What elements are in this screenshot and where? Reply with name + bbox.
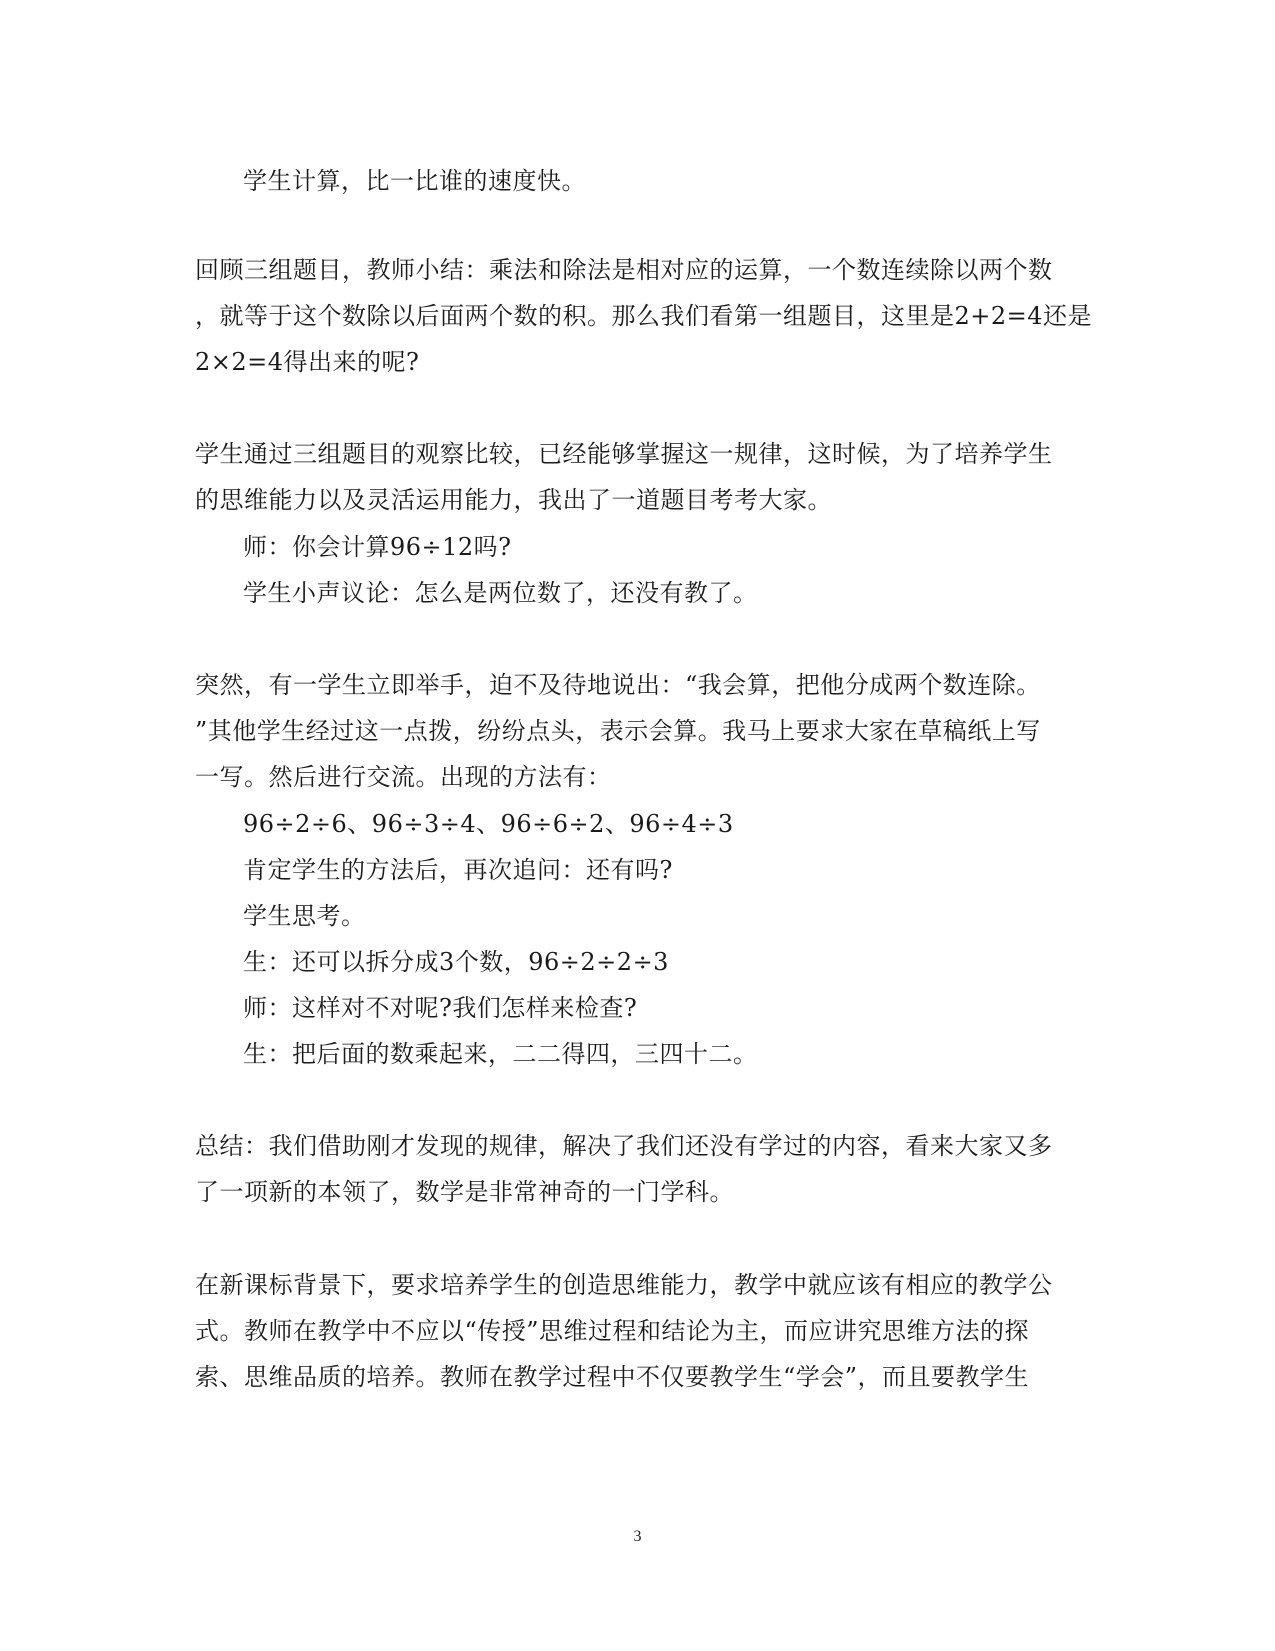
- text-line: 索、思维品质的培养。教师在教学过程中不仅要教学生“学会”，而且要教学生: [195, 1363, 1030, 1391]
- text-line: 96÷2÷6、96÷3÷4、96÷6÷2、96÷4÷3: [243, 810, 734, 838]
- text-line: 师：这样对不对呢?我们怎样来检查?: [243, 994, 638, 1022]
- text-line: 在新课标背景下，要求培养学生的创造思维能力，教学中就应该有相应的教学公: [195, 1271, 1053, 1299]
- page-number: 3: [633, 1528, 642, 1545]
- text-line: ，就等于这个数除以后面两个数的积。那么我们看第一组题目，这里是2+2=4还是: [195, 302, 1093, 330]
- text-line: 突然，有一学生立即举手，迫不及待地说出：“我会算，把他分成两个数连除。: [195, 671, 1041, 699]
- text-line: 学生通过三组题目的观察比较，已经能够掌握这一规律，这时候，为了培养学生: [195, 440, 1053, 468]
- text-line: 总结：我们借助刚才发现的规律，解决了我们还没有学过的内容，看来大家又多: [195, 1132, 1053, 1160]
- text-line: 学生计算，比一比谁的速度快。: [243, 167, 586, 195]
- text-line: 一写。然后进行交流。出现的方法有：: [195, 763, 612, 791]
- text-line: 学生小声议论：怎么是两位数了，还没有教了。: [243, 579, 758, 607]
- text-line: 师：你会计算96÷12吗?: [243, 533, 512, 561]
- text-line: ”其他学生经过这一点拨，纷纷点头，表示会算。我马上要求大家在草稿纸上写: [195, 717, 1041, 745]
- text-line: 的思维能力以及灵活运用能力，我出了一道题目考考大家。: [195, 486, 832, 514]
- text-line: 式。教师在教学中不应以“传授”思维过程和结论为主，而应讲究思维方法的探: [195, 1317, 1030, 1345]
- text-line: 生：还可以拆分成3个数，96÷2÷2÷3: [243, 948, 669, 976]
- text-line: 学生思考。: [243, 902, 366, 930]
- text-line: 回顾三组题目，教师小结：乘法和除法是相对应的运算，一个数连续除以两个数: [195, 256, 1053, 284]
- text-line: 生：把后面的数乘起来，二二得四，三四十二。: [243, 1040, 758, 1068]
- text-line: 2×2=4得出来的呢?: [195, 348, 420, 376]
- text-line: 肯定学生的方法后，再次追问：还有吗?: [243, 856, 673, 884]
- text-line: 了一项新的本领了，数学是非常神奇的一门学科。: [195, 1178, 734, 1206]
